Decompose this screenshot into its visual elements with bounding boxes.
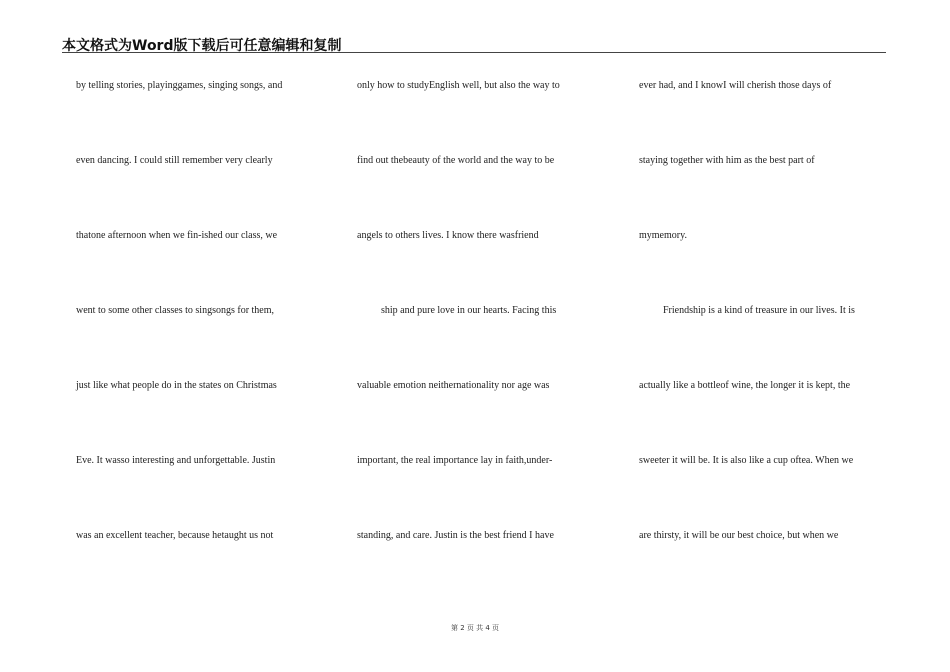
text-line: thatone afternoon when we fin-ished our class, we: [76, 230, 278, 241]
text-line: actually like a bottleof wine, the longer it is kept, the: [639, 380, 851, 391]
text-line: angels to others lives. I know there wasfriend: [357, 230, 539, 241]
text-line: standing, and care. Justin is the best friend I have: [357, 530, 554, 541]
document-header-title: 本文格式为Word版下载后可任意编辑和复制: [62, 38, 342, 54]
text-line: Eve. It wasso interesting and unforgettable. Justin: [76, 455, 276, 466]
text-line: went to some other classes to singsongs for them,: [76, 305, 275, 316]
text-line: staying together with him as the best part of: [639, 155, 815, 166]
header-divider: [62, 52, 886, 53]
page-number: 第 2 页 共 4 页: [450, 624, 500, 632]
text-line: only how to studyEnglish well, but also the way to: [357, 80, 560, 91]
text-line: Friendship is a kind of treasure in our lives. It is: [663, 305, 855, 316]
text-line: mymemory.: [639, 230, 687, 241]
text-line: ship and pure love in our hearts. Facing this: [381, 305, 557, 316]
text-line: was an excellent teacher, because hetaught us not: [76, 530, 274, 541]
text-line: just like what people do in the states on Christmas: [76, 380, 277, 391]
text-line: ever had, and I knowI will cherish those days of: [639, 80, 832, 91]
text-line: even dancing. I could still remember very clearly: [76, 155, 273, 166]
text-line: sweeter it will be. It is also like a cup oftea. When we: [639, 455, 854, 466]
text-line: find out thebeauty of the world and the way to be: [357, 155, 555, 166]
text-line: by telling stories, playinggames, singing songs, and: [76, 80, 283, 91]
text-line: important, the real importance lay in faith,under-: [357, 455, 553, 466]
text-line: valuable emotion neithernationality nor age was: [357, 380, 550, 391]
text-line: are thirsty, it will be our best choice, but when we: [639, 530, 839, 541]
